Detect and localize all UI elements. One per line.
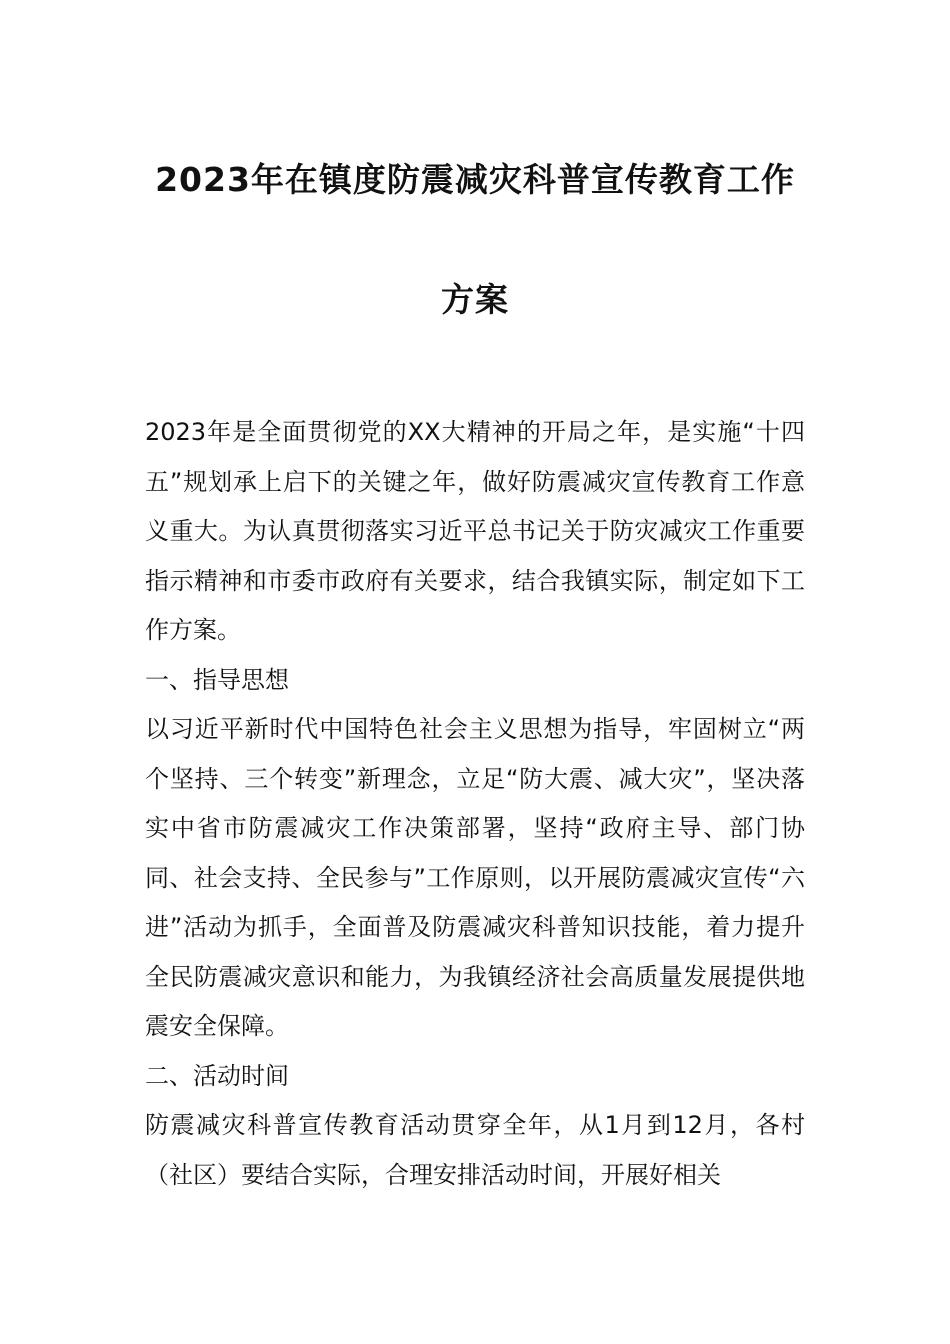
document-body xyxy=(145,408,805,1200)
document-title-line-2: 方案 xyxy=(441,280,509,319)
guiding-ideology-paragraph: 以习近平新时代中国特色社会主义思想为指导，牢固树立“两个坚持、三个转变”新理念，立足“防大震、减大灾”，坚决落实中省市防震减灾工作决策部署，坚持“政府主导、部门协同、社会支持、全民参与”工作原则，以开展防震减灾宣传“六进”活动为抓手，全面普及防震减灾科普知识技能，着力提升全民防震减灾意识和能力，为我镇经济社会高质量发展提供地震安全保障。 xyxy=(145,715,805,1040)
document-title-line-1: 2023年在镇度防震减灾科普宣传教育工作 xyxy=(155,160,795,199)
intro-paragraph: 2023年是全面贯彻党的XX大精神的开局之年，是实施“十四五”规划承上启下的关键之年，做好防震减灾宣传教育工作意义重大。为认真贯彻落实习近平总书记关于防灾减灾工作重要指示精神和市委市政府有关要求，结合我镇实际，制定如下工作方案。 xyxy=(145,418,805,644)
activity-time-paragraph: 防震减灾科普宣传教育活动贯穿全年，从1月到12月，各村（社区）要结合实际，合理安排活动时间，开展好相关 xyxy=(145,1111,805,1189)
section-heading-activity-time: 二、活动时间 xyxy=(145,1061,289,1090)
section-heading-guiding-ideology: 一、指导思想 xyxy=(145,665,289,694)
